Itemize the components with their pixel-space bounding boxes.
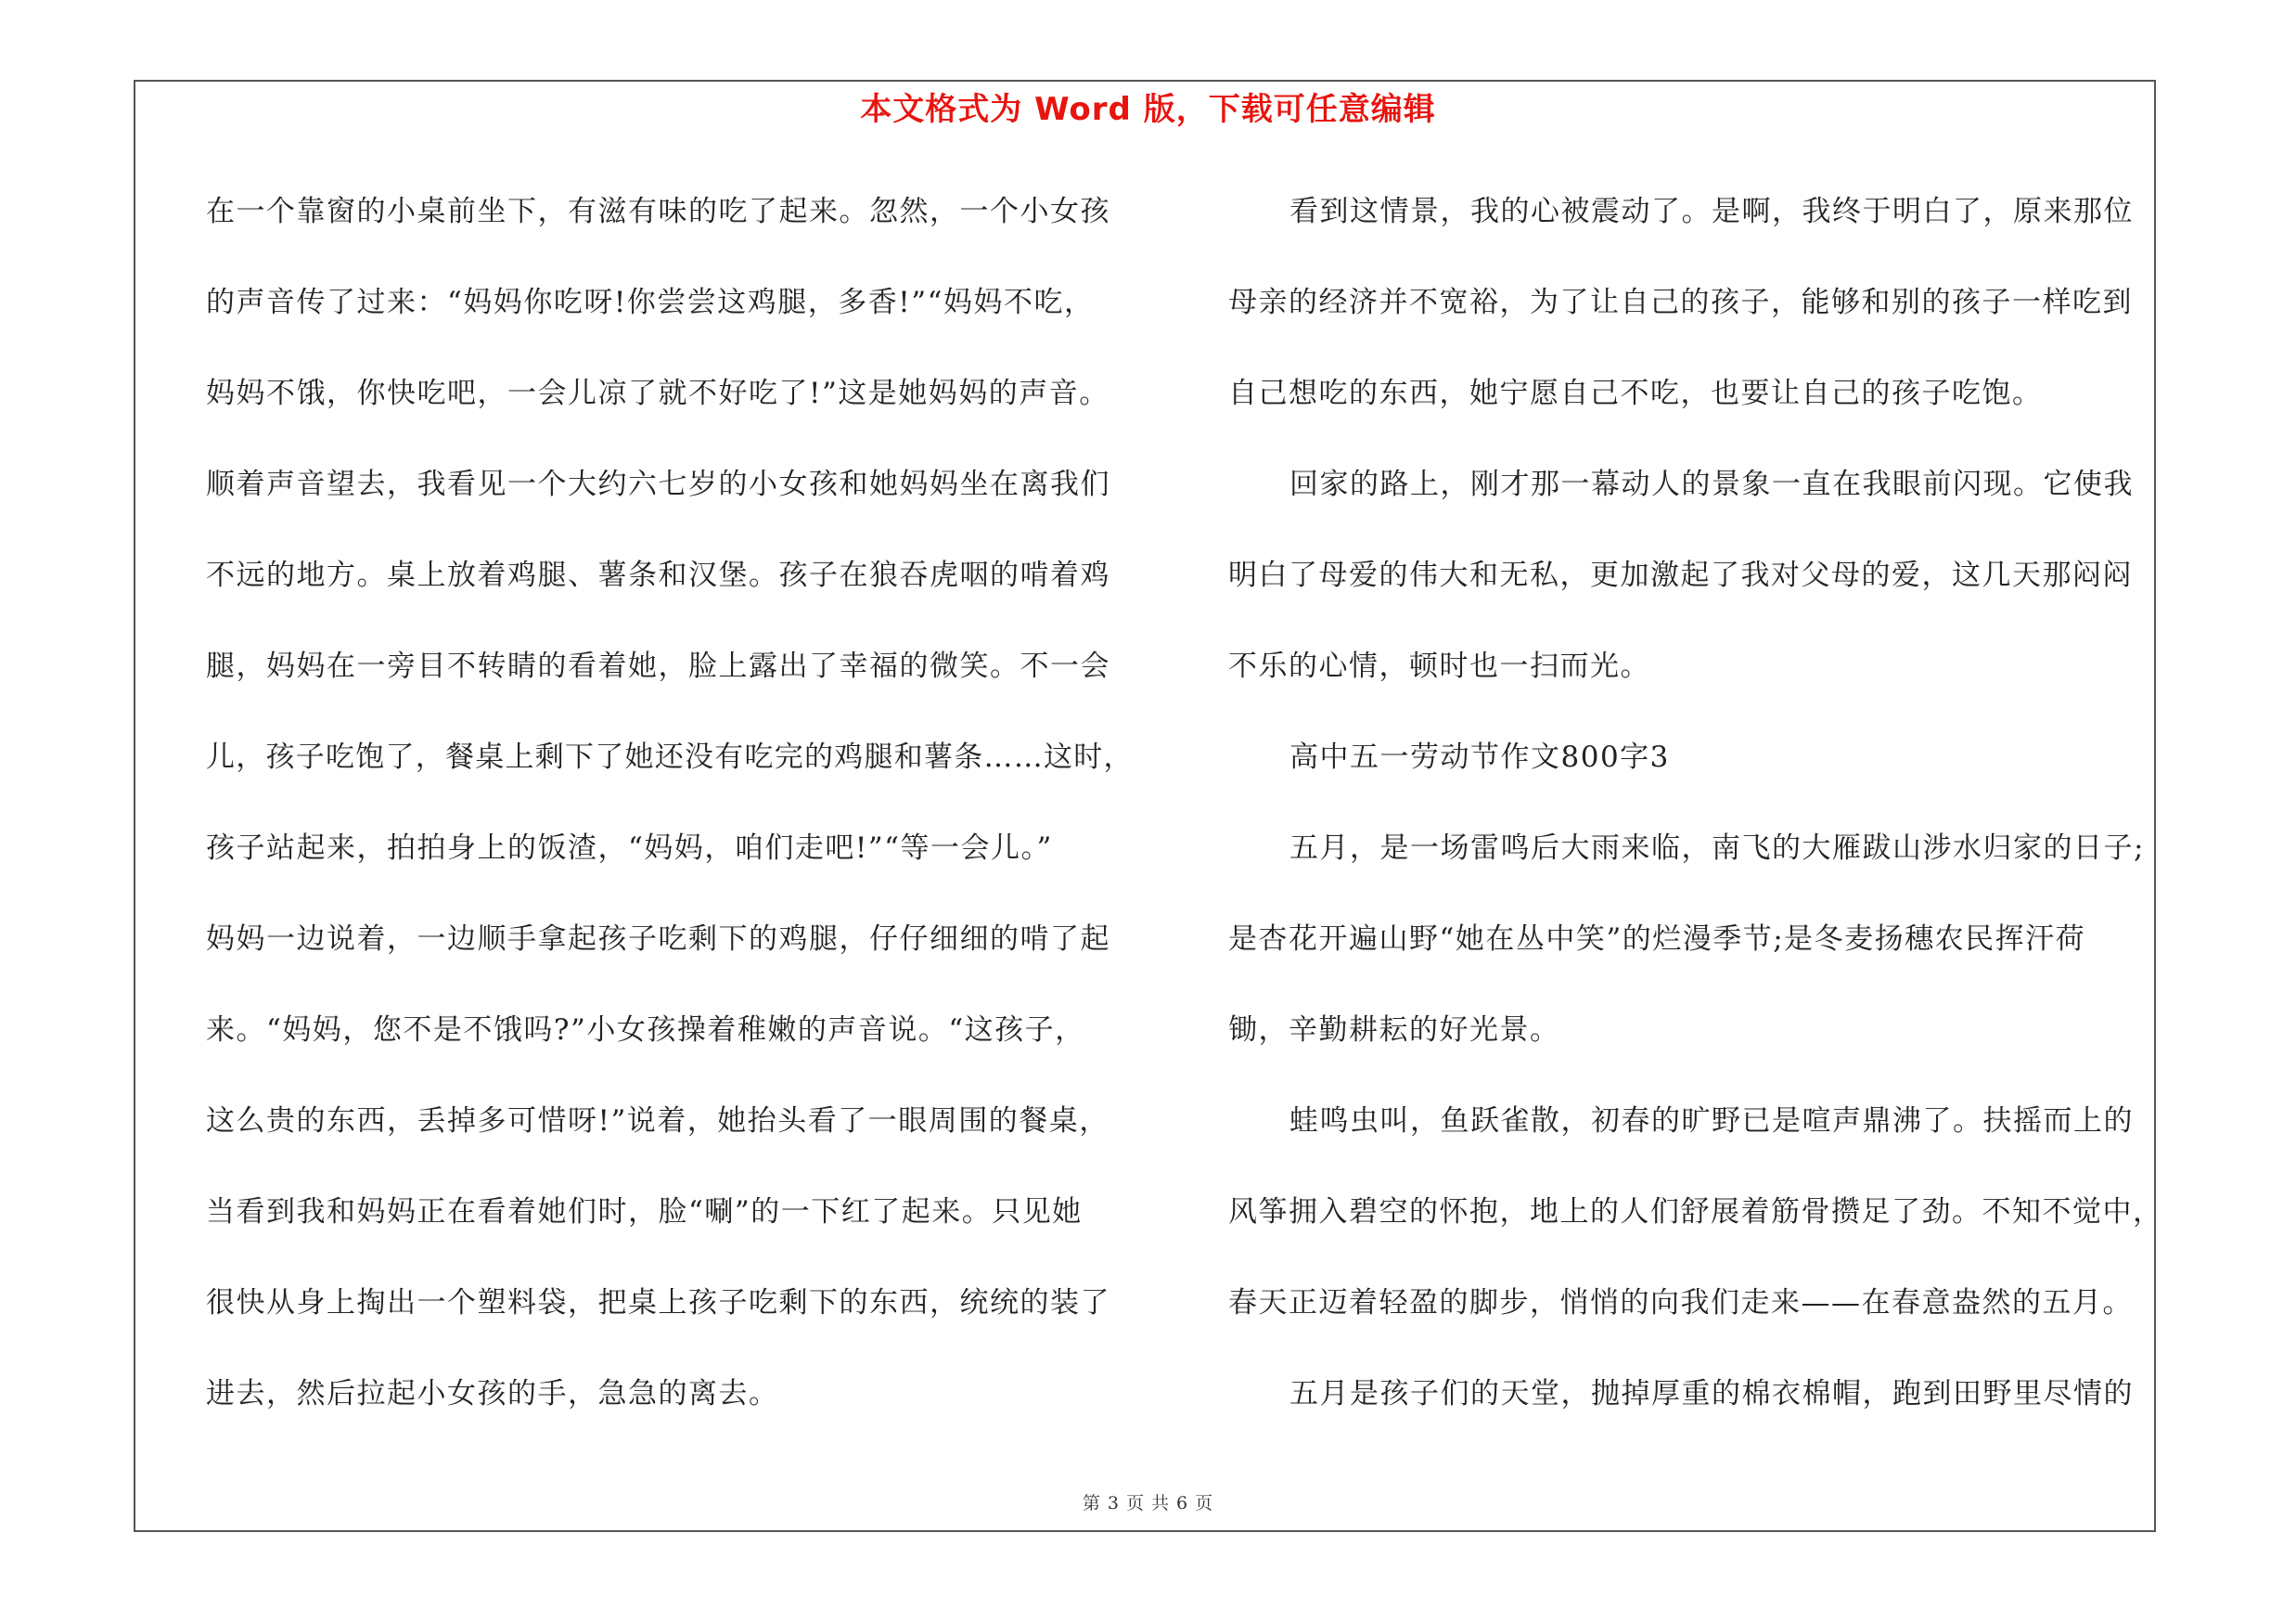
text-line: 春天正迈着轻盈的脚步，悄悄的向我们走来——在春意盎然的五月。 (1228, 1286, 2133, 1320)
text-line: 的声音传了过来：“妈妈你吃呀!你尝尝这鸡腿，多香!”“妈妈不吃， (206, 286, 1095, 319)
text-line: 蛙鸣虫叫，鱼跃雀散，初春的旷野已是喧声鼎沸了。扶摇而上的 (1289, 1104, 2134, 1138)
page-number: 第 3 页 共 6 页 (1082, 1493, 1214, 1514)
word-format-banner: 本文格式为 Word 版，下载可任意编辑 (860, 91, 1436, 128)
text-line: 看到这情景，我的心被震动了。是啊，我终于明白了，原来那位 (1289, 195, 2134, 228)
text-line: 五月，是一场雷鸣后大雨来临，南飞的大雁跋山涉水归家的日子; (1289, 831, 2145, 865)
text-line: 顺着声音望去，我看见一个大约六七岁的小女孩和她妈妈坐在离我们 (206, 468, 1110, 501)
text-line: 儿，孩子吃饱了，餐桌上剩下了她还没有吃完的鸡腿和薯条……这时， (206, 741, 1134, 774)
text-line: 进去，然后拉起小女孩的手，急急的离去。 (206, 1377, 779, 1410)
text-line: 当看到我和妈妈正在看着她们时，脸“唰”的一下红了起来。只见她 (206, 1195, 1083, 1229)
left-text-column (206, 184, 1134, 1457)
text-line: 五月是孩子们的天堂，抛掉厚重的棉衣棉帽，跑到田野里尽情的 (1289, 1377, 2134, 1410)
text-line: 不乐的心情，顿时也一扫而光。 (1228, 650, 1650, 683)
text-line: 锄，辛勤耕耘的好光景。 (1228, 1013, 1560, 1047)
text-line: 来。“妈妈，您不是不饿吗?”小女孩操着稚嫩的声音说。“这孩子， (206, 1013, 1085, 1047)
text-line: 回家的路上，刚才那一幕动人的景象一直在我眼前闪现。它使我 (1289, 468, 2134, 501)
text-line: 妈妈不饿，你快吃吧，一会儿凉了就不好吃了!”这是她妈妈的声音。 (206, 377, 1110, 410)
text-line: 明白了母爱的伟大和无私，更加激起了我对父母的爱，这几天那闷闷 (1228, 559, 2133, 592)
text-line: 母亲的经济并不宽裕，为了让自己的孩子，能够和别的孩子一样吃到 (1228, 286, 2133, 319)
text-line: 很快从身上掏出一个塑料袋，把桌上孩子吃剩下的东西，统统的装了 (206, 1286, 1110, 1320)
text-line: 在一个靠窗的小桌前坐下，有滋有味的吃了起来。忽然，一个小女孩 (206, 195, 1110, 228)
right-text-column (1228, 184, 2165, 1457)
text-line: 这么贵的东西，丢掉多可惜呀!”说着，她抬头看了一眼周围的餐桌， (206, 1104, 1110, 1138)
text-line: 高中五一劳动节作文800字3 (1289, 741, 1670, 774)
text-line: 妈妈一边说着，一边顺手拿起孩子吃剩下的鸡腿，仔仔细细的啃了起 (206, 922, 1110, 956)
text-line: 风筝拥入碧空的怀抱，地上的人们舒展着筋骨攒足了劲。不知不觉中， (1228, 1195, 2163, 1229)
text-line: 孩子站起来，拍拍身上的饭渣，“妈妈，咱们走吧!”“等一会儿。” (206, 831, 1053, 865)
text-line: 是杏花开遍山野“她在丛中笑”的烂漫季节;是冬麦扬穗农民挥汗荷 (1228, 922, 2086, 956)
text-line: 自己想吃的东西，她宁愿自己不吃，也要让自己的孩子吃饱。 (1228, 377, 2043, 410)
text-line: 不远的地方。桌上放着鸡腿、薯条和汉堡。孩子在狼吞虎咽的啃着鸡 (206, 559, 1110, 592)
text-line: 腿，妈妈在一旁目不转睛的看着她，脸上露出了幸福的微笑。不一会 (206, 650, 1110, 683)
